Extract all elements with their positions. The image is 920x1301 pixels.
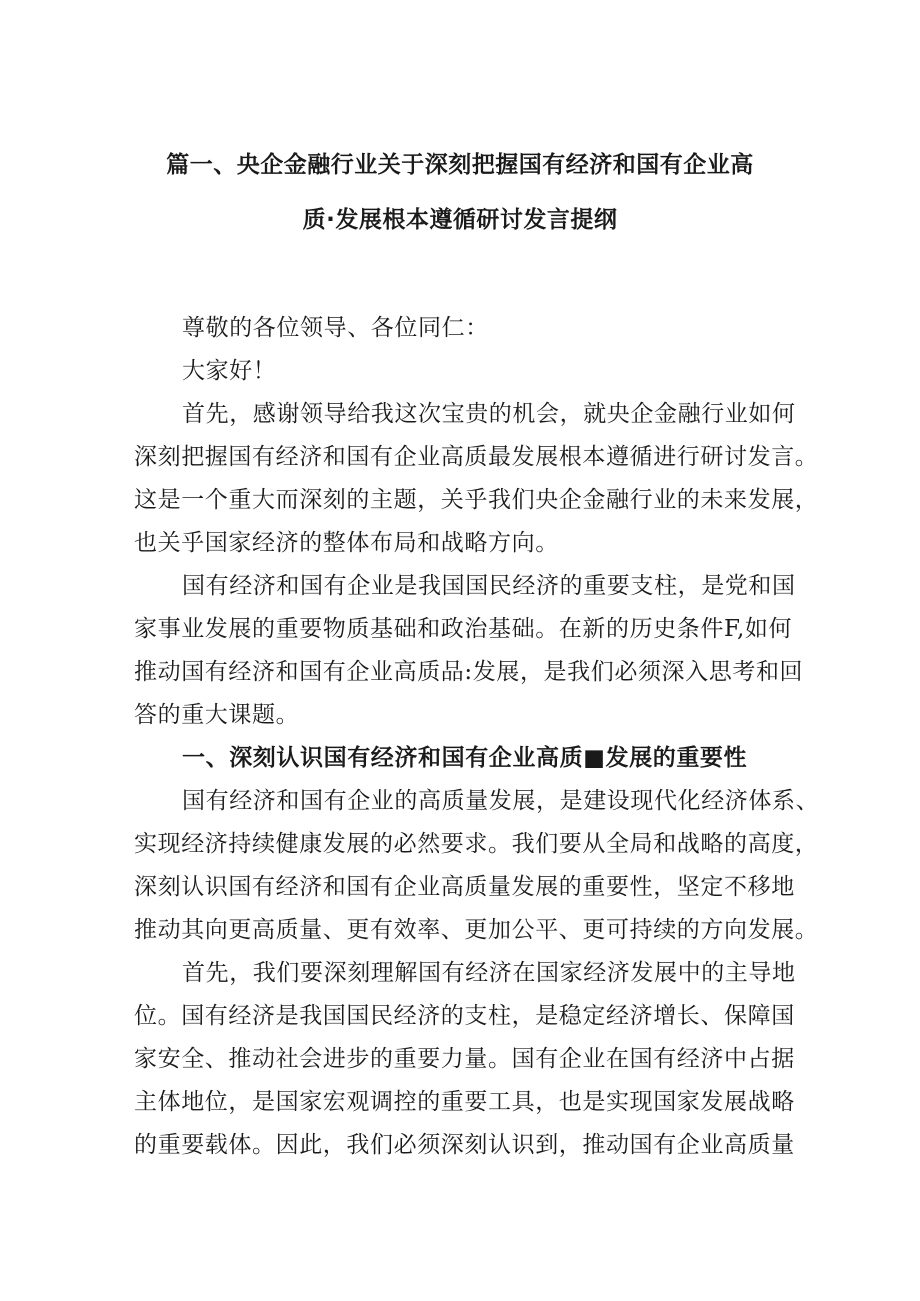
paragraph-line: 推动国有经济和国有企业高质品:发展，是我们必须深入思考和回 [134,659,804,685]
paragraph-line: 位。国有经济是我国国民经济的支柱，是稳定经济增长、保障国 [134,1003,795,1029]
paragraph-line: 首先，我们要深刻理解国有经济在国家经济发展中的主导地 [182,960,796,986]
document-title-line-1: 篇一、央企金融行业关于深刻把握国有经济和国有企业高 [166,152,754,178]
greeting: 大家好！ [182,358,277,384]
paragraph-line: 的重要载体。因此，我们必须深刻认识到，推动国有企业高质量 [134,1132,795,1158]
paragraph-line: 实现经济持续健康发展的必然要求。我们要从全局和战略的高度， [134,831,819,857]
paragraph-line: 答的重大课题。 [134,702,300,728]
paragraph-line: 深刻把握国有经济和国有企业高质最发展根本遵循进行研讨发言。 [134,444,819,470]
section-heading: 一、深刻认识国有经济和国有企业高质■发展的重要性 [182,745,748,771]
paragraph-line: 这是一个重大而深刻的主题，关乎我们央企金融行业的未来发展， [134,487,819,513]
paragraph-line: 家事业发展的重要物质基础和政治基础。在新的历史条件F,如何 [134,616,793,642]
document-title-line-2: 质·发展根本遵循研讨发言提纲 [302,207,618,233]
paragraph-line: 国有经济和国有企业的高质量发展，是建设现代化经济体系、 [182,788,820,814]
salutation: 尊敬的各位领导、各位同仁： [182,315,489,341]
paragraph-line: 主体地位，是国家宏观调控的重要工具，也是实现国家发展战略 [134,1089,795,1115]
paragraph-line: 也关乎国家经济的整体布局和战略方向。 [134,530,559,556]
paragraph-line: 首先，感谢领导给我这次宝贵的机会，就央企金融行业如何 [182,401,796,427]
paragraph-line: 深刻认识国有经济和国有企业高质量发展的重要性，坚定不移地 [134,874,795,900]
paragraph-line: 家安全、推动社会进步的重要力量。国有企业在国有经济中占据 [134,1046,795,1072]
paragraph-line: 国有经济和国有企业是我国国民经济的重要支柱，是党和国 [182,573,796,599]
paragraph-line: 推动其向更高质量、更有效率、更加公平、更可持续的方向发展。 [134,917,819,943]
